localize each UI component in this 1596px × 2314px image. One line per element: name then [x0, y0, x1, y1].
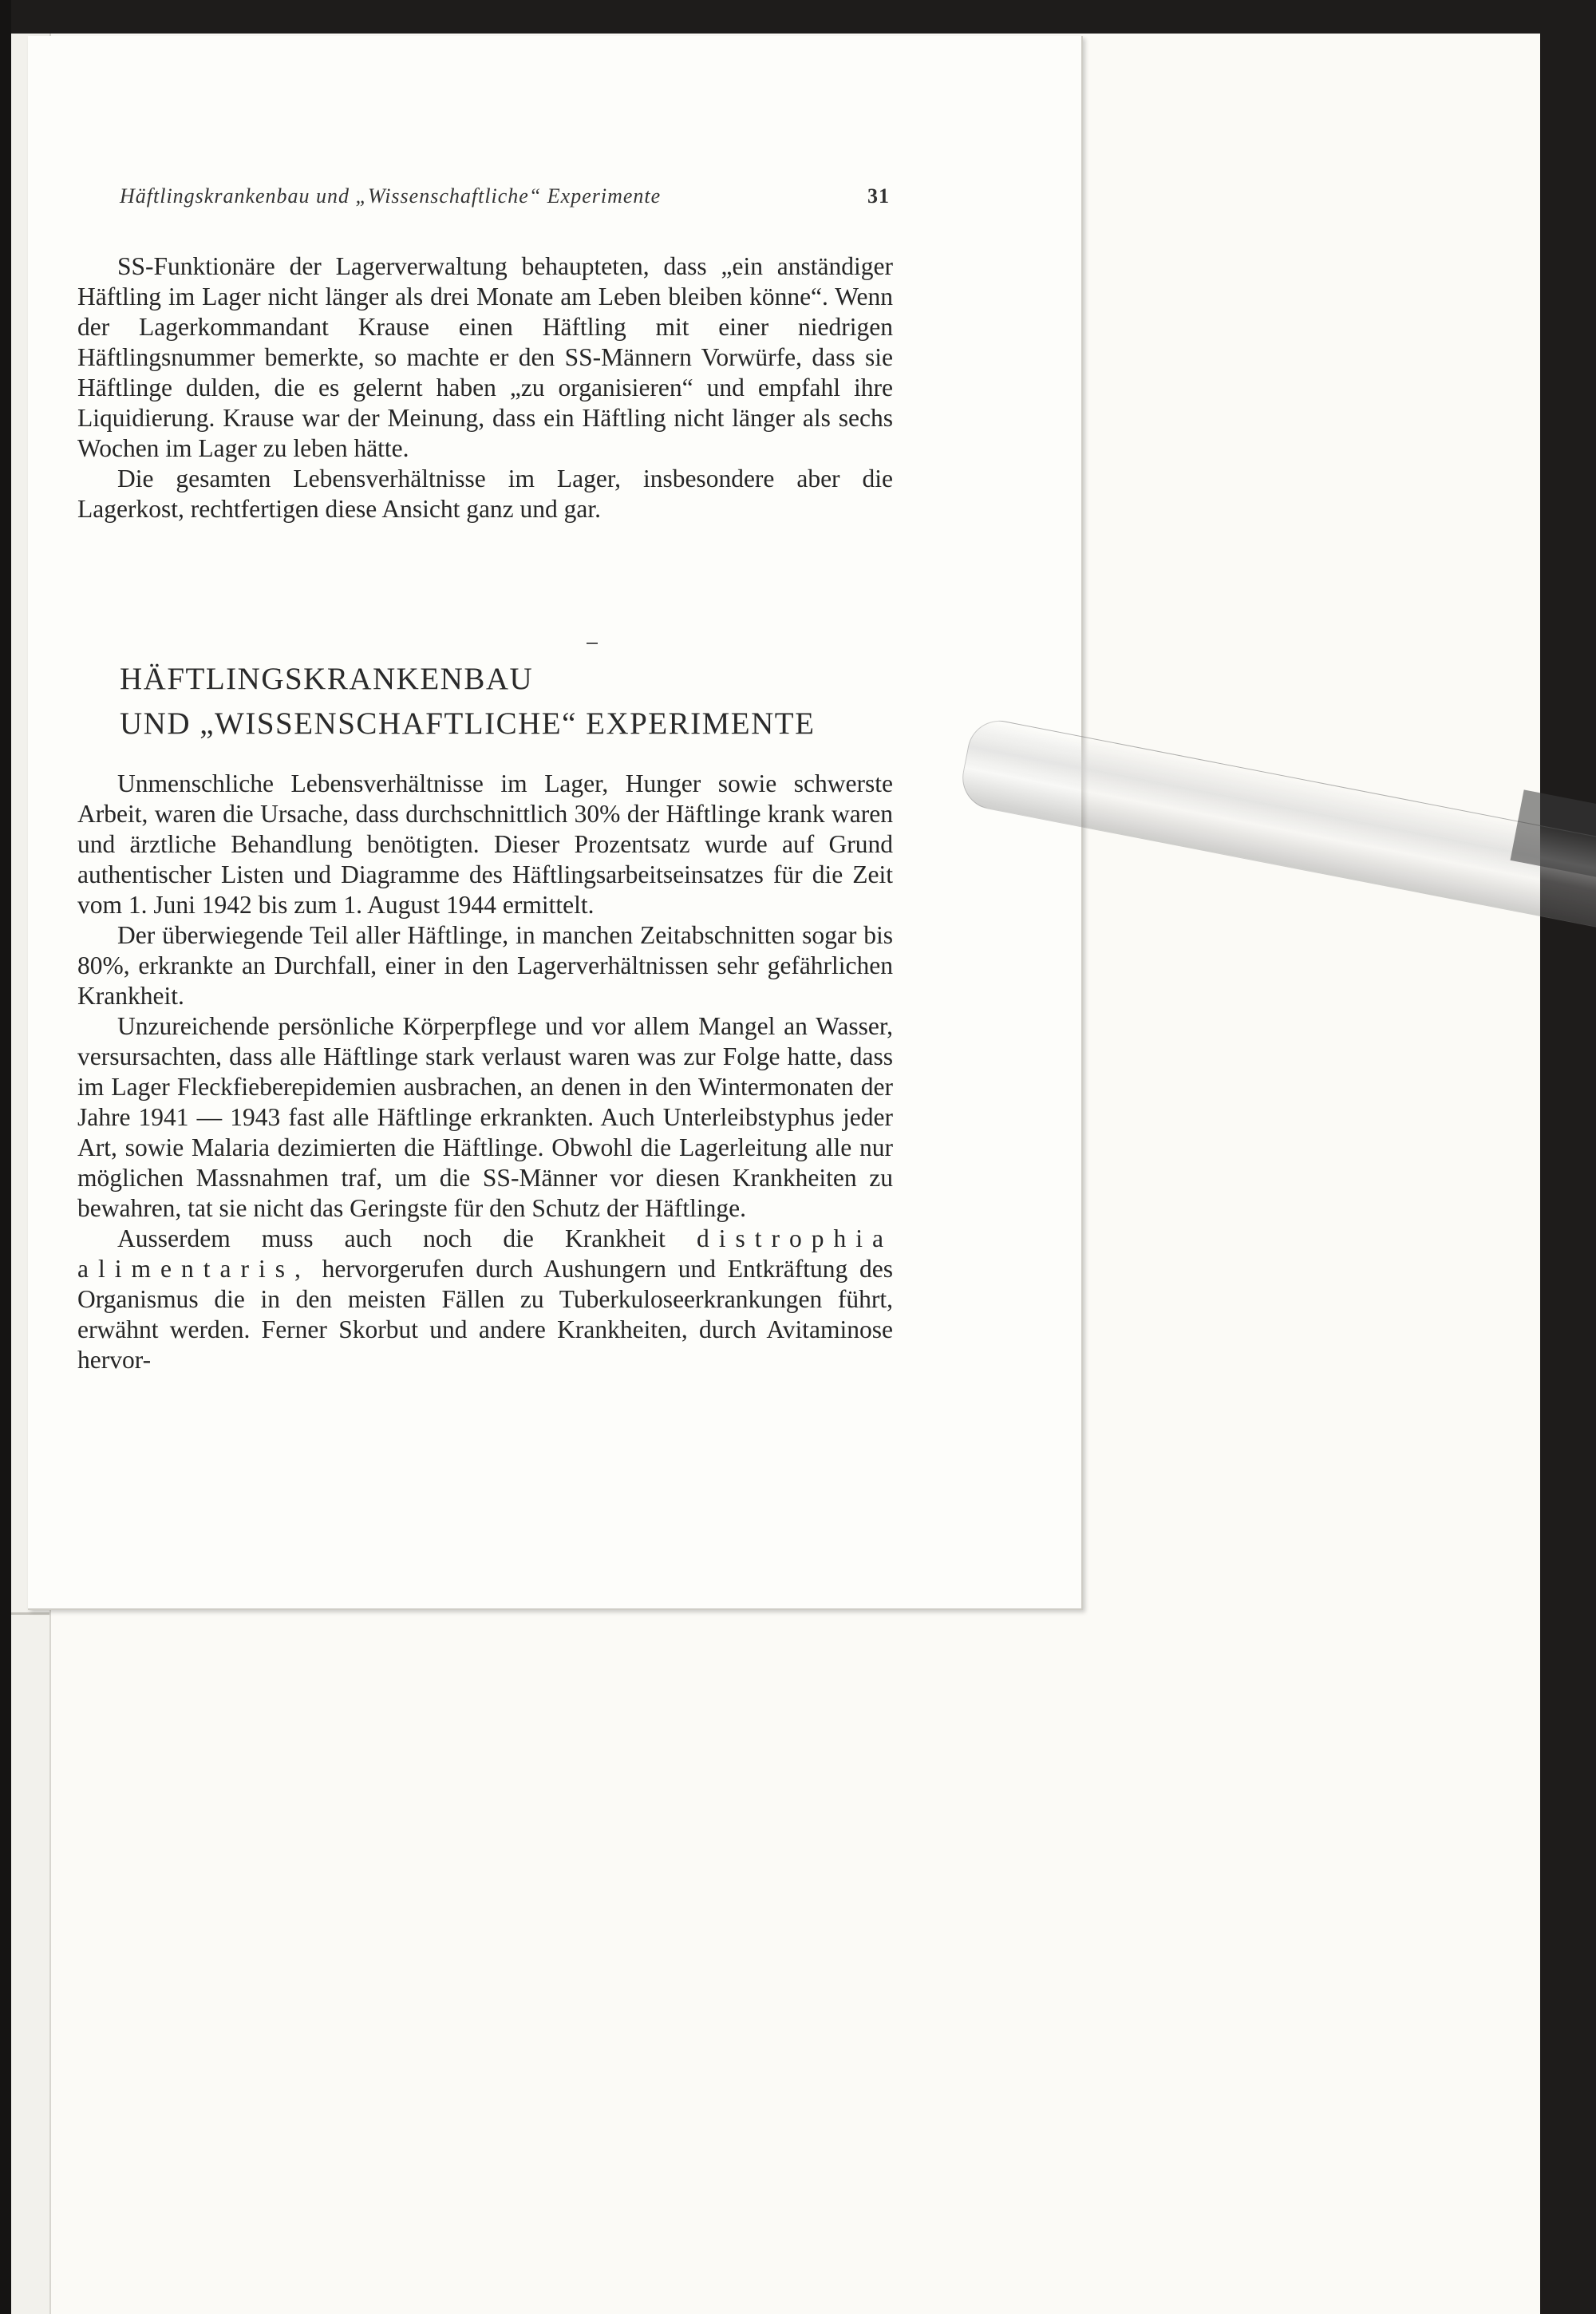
paragraph-text: hervorgerufen durch Aushungern und Entkräftung des Organismus die in den meisten Fällen zu Tuberkuloseerkrankungen führt, erwähnt werden. Ferner Skorbut und andere Krankheiten, durch Avitaminose hervor- [77, 1255, 893, 1374]
heading-line-2: UND „WISSENSCHAFTLICHE“ EXPERIMENTE [120, 706, 816, 741]
paragraph: Unzureichende persönliche Körperpflege und vor allem Mangel an Wasser, versursachten, dass alle Häftlinge stark verlaust waren was zur Folge hatte, dass im Lager Fleckfieberepidemien ausbrachen, an denen in den Wintermonaten der Jahre 1941 — 1943 fast alle Häftlinge erkrankten. Auch Unterleibstyphus jeder Art, sowie Malaria dezimierten die Häftlinge. Obwohl die Lagerleitung alle nur möglichen Massnahmen traf, um die SS-Männer vor diesen Krankheiten zu bewahren, tat sie nicht das Geringste für den Schutz der Häftlinge. [77, 1012, 893, 1222]
paragraph-text: Ausserdem muss auch noch die Krankheit [117, 1224, 666, 1252]
section-intro [77, 251, 893, 524]
paragraph: Unmenschliche Lebensverhältnisse im Lager, Hunger sowie schwerste Arbeit, waren die Ursache, dass durchschnittlich 30% der Häftlinge krank waren und ärztliche Behandlung benötigten. Dieser Prozentsatz wurde auf Grund authentischer Listen und Diagramme des Häftlingsarbeitseinsatzes für die Zeit vom 1. Juni 1942 bis zum 1. August 1944 ermittelt. [77, 769, 893, 919]
paragraph: Der überwiegende Teil aller Häftlinge, in manchen Zeitabschnitten sogar bis 80%, erkrankte an Durchfall, einer in den Lagerverhältnissen sehr gefährlichen Krankheit. [77, 921, 893, 1010]
page-fold [11, 1612, 49, 1615]
heading-line-1: HÄFTLINGSKRANKENBAU [120, 662, 534, 696]
section-heading [120, 657, 902, 746]
page-number: 31 [867, 184, 890, 208]
paragraph: SS-Funktionäre der Lagerverwaltung behaupteten, dass „ein anständiger Häftling im Lager nicht länger als drei Monate am Leben bleiben könne“. Wenn der Lagerkommandant Krause einen Häftling mit einer niedrigen Häftlingsnummer bemerkte, so machte er den SS-Männern Vorwürfe, dass sie Häftlinge dulden, die es gelernt haben „zu organisieren“ und empfahl ihre Liquidierung. Krause war der Meinung, dass ein Häftling nicht länger als sechs Wochen im Lager zu leben hätte. [77, 252, 893, 462]
binding-shadow [0, 0, 11, 2314]
divider [587, 643, 598, 644]
document-page [28, 36, 1083, 1610]
running-head [120, 184, 890, 208]
paragraph: Die gesamten Lebensverhältnisse im Lager, insbesondere aber die Lagerkost, rechtfertigen diese Ansicht ganz und gar. [77, 465, 893, 523]
paragraph [77, 1224, 893, 1375]
running-head-title: Häftlingskrankenbau und „Wissenschaftliche“ Experimente [120, 184, 662, 208]
section-body [77, 769, 893, 1375]
medical-term: distrophia alimentaris, [77, 1224, 893, 1283]
